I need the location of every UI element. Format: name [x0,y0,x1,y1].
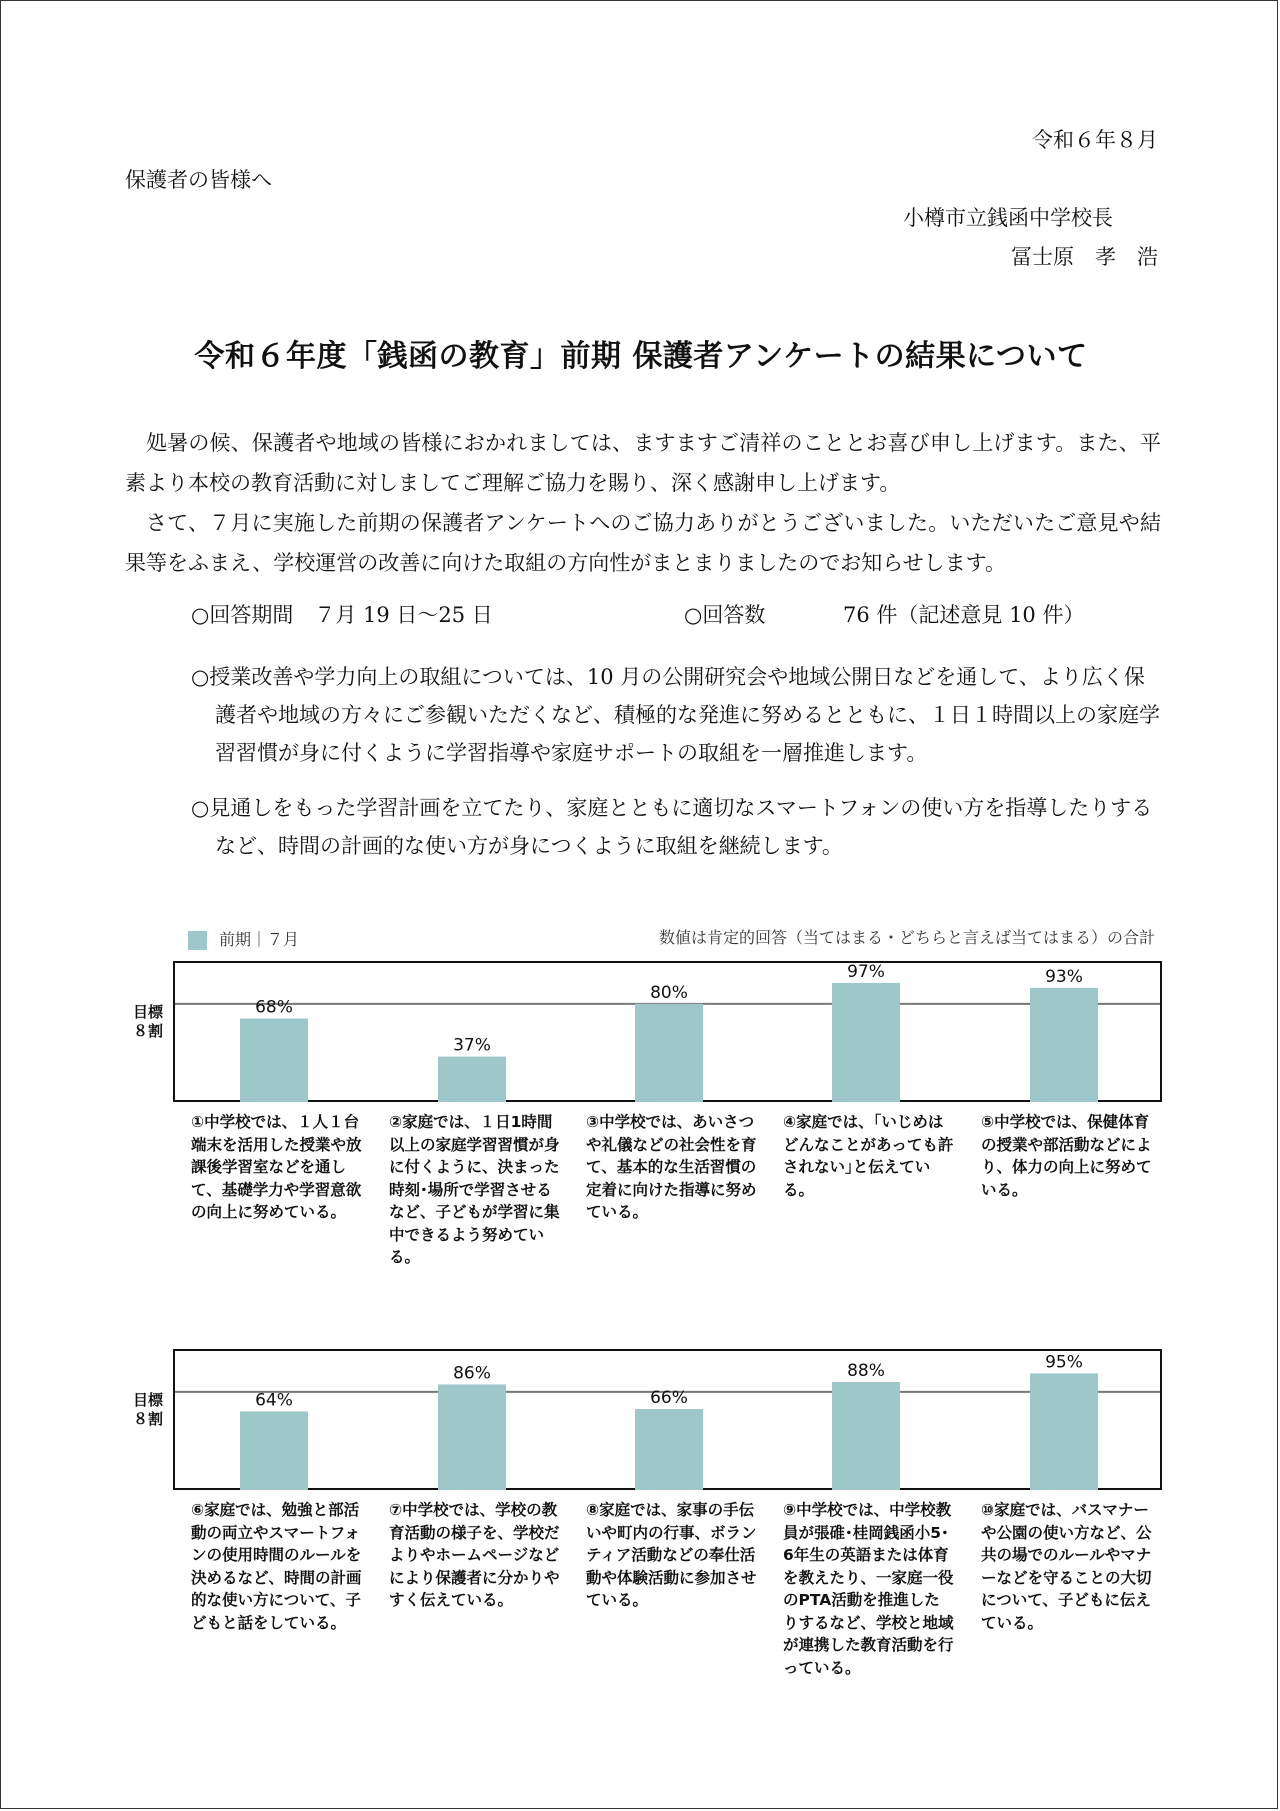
bar-value-label: 97% [847,961,885,982]
target-label-1 [128,1003,168,1041]
bar [240,1019,308,1102]
bar [438,1057,506,1102]
legend-label: 前期｜７月 [219,930,300,949]
bar [832,1382,900,1490]
category-description: ④家庭では、｢いじめはどんなことがあっても許されない｣と伝えている。 [783,1113,954,1199]
category-description: ⑥家庭では、勉強と部活動の両立やスマートフォンの使用時間のルールを決めるなど、時間の計画的な使い方について、子どもと話をしている。 [191,1501,362,1632]
chart-frame-2 [173,1349,1162,1490]
category-description: ②家庭では、１日1時間以上の家庭学習習慣が身に付くように、決まった時刻･場所で学習させるなど、子どもが学習に集中できるよう努めている。 [389,1113,560,1266]
category-description: ①中学校では、１人１台端末を活用した授業や放課後学習室などを通して、基礎学力や学習意欲の向上に努めている。 [191,1113,362,1221]
category-description: ⑧家庭では、家事の手伝いや町内の行事、ボランティア活動などの奉仕活動や体験活動に参加させている。 [586,1501,757,1609]
bar [240,1411,308,1490]
bar [1030,1373,1098,1490]
document-date: 令和６年８月 [1032,128,1158,152]
bar [1030,988,1098,1102]
intro-paragraph-1: 処暑の候、保護者や地域の皆様におかれましては、ますますご清祥のこととお喜び申し上げます。また、平素より本校の教育活動に対しましてご理解ご協力を賜り、深く感謝申し上げます。 [125,431,1161,495]
category-description: ⑨中学校では、中学校教員が張碓･桂岡銭函小5･6年生の英語または体育を教えたり、一家庭一役のPTA活動を推進したりするなど、学校と地域が連携した教育活動を行っている。 [783,1501,954,1677]
policy-bullet-2: ○見通しをもった学習計画を立てたり、家庭とともに適切なスマートフォンの使い方を指導したりするなど、時間の計画的な使い方が身につくように取組を継続します。 [191,796,1153,858]
category-description: ⑤中学校では、保健体育の授業や部活動などにより、体力の向上に努めている。 [981,1113,1152,1199]
response-period: ○回答期間 ７月 19 日～25 日 [191,603,493,627]
target-label-text: 目標 ８割 [132,1003,163,1040]
bar-chart-1 [173,961,1162,1102]
sender-name: 冨士原 孝 浩 [1011,245,1158,269]
bar [832,983,900,1102]
bar [635,1004,703,1102]
bar [635,1409,703,1490]
bar-value-label: 88% [847,1361,885,1381]
sender-title: 小樽市立銭函中学校長 [903,206,1113,230]
bar-value-label: 80% [650,982,688,1003]
bar [438,1384,506,1490]
target-label-text: 目標 ８割 [132,1391,163,1428]
legend-swatch [188,931,207,950]
bar-value-label: 37% [453,1035,491,1056]
category-description: ⑦中学校では、学校の教育活動の様子を、学校だよりやホームページなどにより保護者に分かりやすく伝えている。 [389,1501,560,1609]
addressee: 保護者の皆様へ [125,168,272,192]
target-label-2 [128,1391,168,1429]
intro-paragraph-2: さて、７月に実施した前期の保護者アンケートへのご協力ありがとうございました。いただいたご意見や結果等をふまえ、学校運営の改善に向けた取組の方向性がまとまりましたのでお知らせします。 [125,511,1161,575]
chart-note: 数値は肯定的回答（当てはまる・どちらと言えば当てはまる）の合計 [658,928,1155,947]
bar-value-label: 93% [1045,966,1083,987]
bar-value-label: 95% [1045,1352,1083,1373]
policy-bullet-1: ○授業改善や学力向上の取組については、10 月の公開研究会や地域公開日などを通して、より広く保護者や地域の方々にご参観いただくなど、積極的な発進に努めるとともに、１日１時間以上の家庭学習習慣が身に付くように学習指導や家庭サポートの取組を一層推進します。 [191,665,1160,765]
response-count-label: ○回答数 [684,603,766,627]
response-count-value: 76 件（記述意見 10 件） [843,603,1085,627]
chart-frame-1 [173,961,1162,1102]
bar-value-label: 68% [255,997,293,1018]
bar-chart-2 [173,1349,1162,1490]
bar-value-label: 86% [453,1363,491,1384]
document-title: 令和６年度「銭函の教育」前期 保護者アンケートの結果について [194,339,1088,374]
bar-value-label: 64% [255,1390,293,1411]
category-description: ③中学校では、あいさつや礼儀などの社会性を育て、基本的な生活習慣の定着に向けた指導に努めている。 [586,1113,757,1221]
category-description: ⑩家庭では、バスマナーや公園の使い方など、公共の場でのルールやマナーなどを守ることの大切について、子どもに伝えている。 [981,1501,1152,1632]
intro-text [125,423,1161,583]
bar-value-label: 66% [650,1388,688,1408]
